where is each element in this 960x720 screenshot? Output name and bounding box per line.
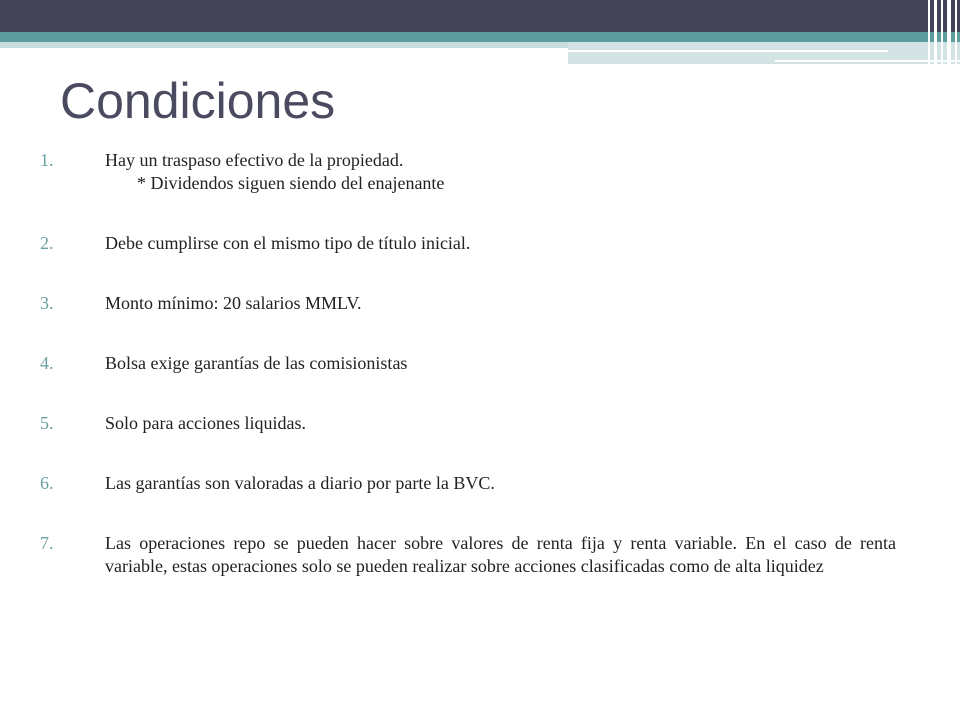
- list-item: [40, 149, 896, 195]
- condition-list: [40, 149, 896, 615]
- item-number: 1.: [40, 150, 54, 170]
- item-text: Hay un traspaso efectivo de la propiedad.: [105, 150, 404, 170]
- list-item: [40, 292, 896, 315]
- item-number: 4.: [40, 353, 54, 373]
- slide-title: Condiciones: [60, 73, 336, 129]
- list-item: [40, 472, 896, 495]
- list-item: [40, 532, 896, 578]
- item-text: Bolsa exige garantías de las comisionistas: [105, 353, 408, 373]
- list-item: [40, 352, 896, 375]
- item-text: Solo para acciones liquidas.: [105, 413, 306, 433]
- list-item: [40, 232, 896, 255]
- item-number: 7.: [40, 533, 54, 553]
- header-teal-band: [0, 32, 960, 42]
- item-text: Debe cumplirse con el mismo tipo de título inicial.: [105, 233, 471, 253]
- header-right-bars: [924, 0, 960, 64]
- item-text: Las garantías son valoradas a diario por parte la BVC.: [105, 473, 495, 493]
- item-number: 5.: [40, 413, 54, 433]
- item-text: Monto mínimo: 20 salarios MMLV.: [105, 293, 362, 313]
- list-item: [40, 412, 896, 435]
- header-dark-band: [0, 0, 960, 32]
- item-subtext: * Dividendos siguen siendo del enajenante: [137, 173, 445, 193]
- item-text: Las operaciones repo se pueden hacer sobre valores de renta fija y renta variable. En el caso de renta variable, estas operaciones solo se pueden realizar sobre acciones clasificadas como de alta liquidez: [105, 533, 896, 576]
- item-number: 6.: [40, 473, 54, 493]
- header-light-strip: [0, 42, 568, 48]
- header-accent-line: [568, 50, 888, 52]
- item-number: 3.: [40, 293, 54, 313]
- item-number: 2.: [40, 233, 54, 253]
